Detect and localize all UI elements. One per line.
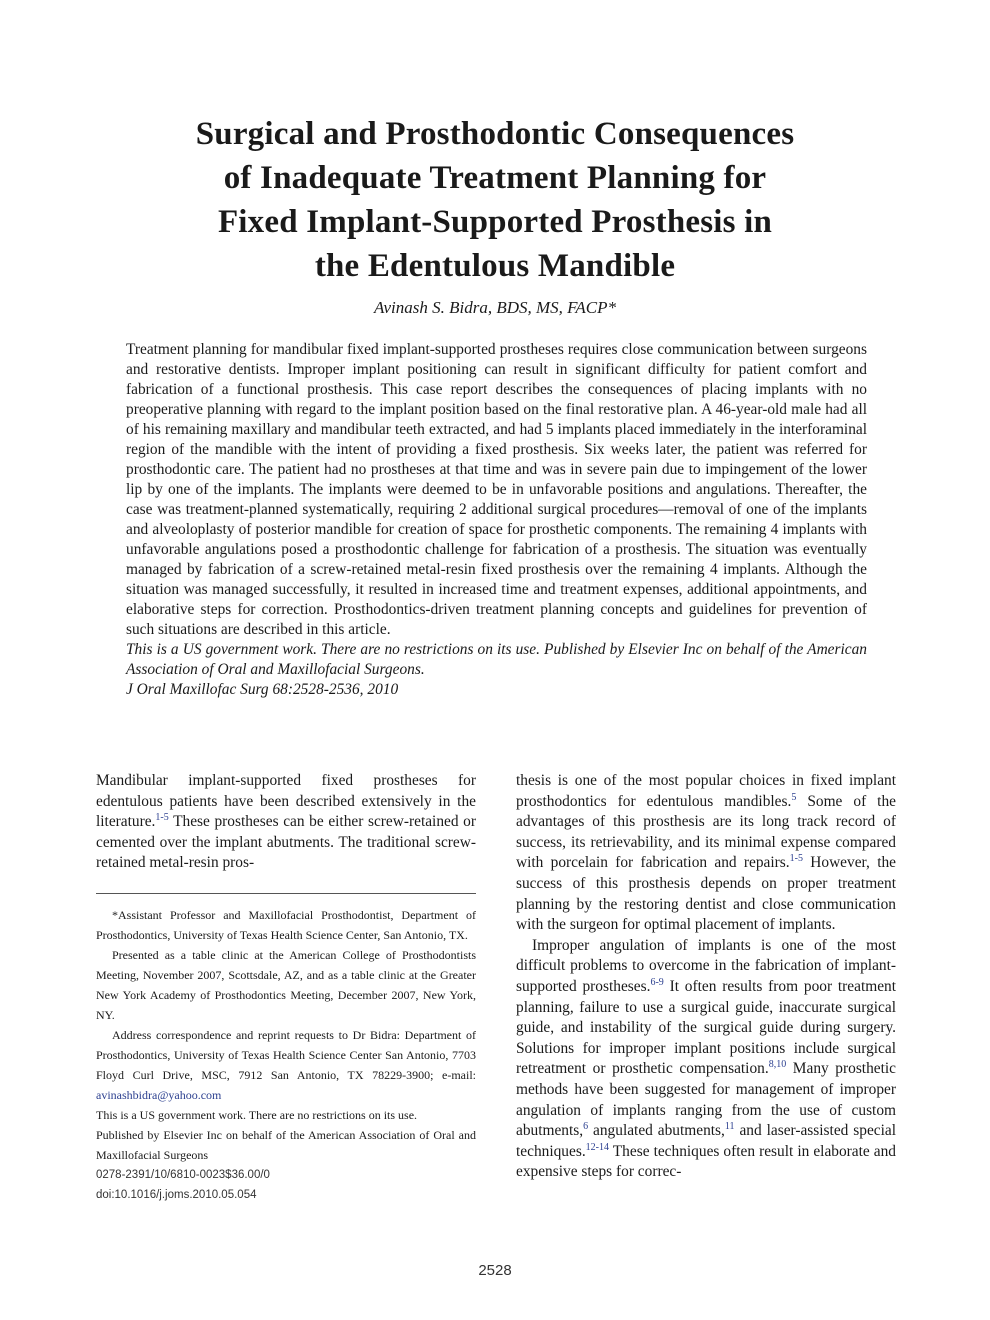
- reference-link[interactable]: 11: [724, 1121, 735, 1133]
- reference-link[interactable]: 1-5: [155, 812, 169, 824]
- text-span: and laser-assisted special techniques.: [516, 1122, 896, 1160]
- reference-link[interactable]: 5: [791, 791, 797, 803]
- footnote-gov-work: This is a US government work. There are no restrictions on its use.: [96, 1108, 418, 1122]
- text-span: Address correspondence and reprint requests to Dr Bidra: Department of Prosthodontics, University of Texas Health Science Center San Antonio, 7703 Floyd Curl Drive, MSC, 7912 San Antonio, TX 78229-3900; e-mail:: [96, 1028, 476, 1082]
- footnote-divider: [96, 893, 476, 894]
- reference-link[interactable]: 6: [583, 1121, 589, 1133]
- title-line: Fixed Implant-Supported Prosthesis in: [217, 204, 773, 240]
- reference-link[interactable]: 6-9: [650, 976, 664, 988]
- text-span: These techniques often result in elaborate and expensive steps for correc-: [516, 1142, 896, 1181]
- text-span: These prostheses can be either screw-retained or cemented over the implant abutments. The traditional screw-retained metal-resin pros-: [96, 813, 476, 872]
- footnote-presented: Presented as a table clinic at the American College of Prosthodontists Meeting, November 2007, Scottsdale, AZ, and as a table clinic at the Greater New York Academy of Prosthodontics Meeting, December 2007, New York, NY.: [96, 948, 476, 1022]
- body-paragraph: [516, 936, 896, 1183]
- abstract: [126, 340, 867, 700]
- article-title: [60, 112, 930, 288]
- reference-link[interactable]: 8,10: [768, 1059, 787, 1071]
- footnote-affiliation: *Assistant Professor and Maxillofacial Prosthodontist, Department of Prosthodontics, University of Texas Health Science Center, San Antonio, TX.: [96, 908, 476, 942]
- text-span: thesis is one of the most popular choices in fixed implant prosthodontics for edentulous mandibles.: [516, 772, 896, 810]
- footnote-address: [96, 1025, 476, 1105]
- author-line: Avinash S. Bidra, BDS, MS, FACP*: [374, 298, 616, 317]
- footnotes: [96, 905, 476, 1205]
- title-line: the Edentulous Mandible: [314, 248, 676, 284]
- body-paragraph: [516, 771, 896, 936]
- text-span: angulated abutments,: [588, 1122, 725, 1140]
- journal-citation: J Oral Maxillofac Surg 68:2528-2536, 2010: [126, 681, 399, 698]
- text-span: It often results from poor treatment planning, failure to use a surgical guide, inaccurate surgical guide, and instability of the surgical guide during surgery. Solutions for improper implant positions include surgical retreatment or prosthetic compensation.: [516, 977, 896, 1078]
- footnote-publisher: Published by Elsevier Inc on behalf of the American Association of Oral and Maxillofacial Surgeons: [96, 1128, 476, 1162]
- abstract-text: Treatment planning for mandibular fixed implant-supported prostheses requires close communication between surgeons and restorative dentists. Improper implant positioning can result in significant difficulty for patient comfort and fabrication of a functional prosthesis. This case report describes the consequences of placing implants with no preoperative planning with regard to the implant position based on the final restorative plan. A 46-year-old male had all of his remaining maxillary and mandibular teeth extracted, and had 5 implants placed immediately in the interforaminal region of the mandible with the intent of providing a fixed prosthesis. Six weeks later, the patient was referred for prosthodontic care. The patient had no prostheses at that time and was in severe pain due to impingement of the lower lip by one of the implants. The implants were deemed to be in unfavorable positions and angulations. Thereafter, the case was treatment-planned systematically, requiring 2 additional surgical procedures—removal of one of the implants and alveoloplasty of posterior mandible for creation of space for prosthetic components. The remaining 4 implants with unfavorable angulations posed a prosthodontic challenge for fabrication of a prosthesis. The situation was eventually managed by fabrication of a screw-retained metal-resin fixed prosthesis over the remaining 4 implants. Although the situation was managed successfully, it resulted in increased time and treatment expenses, additional appointments, and elaborative steps for correction. Prosthodontics-driven treatment planning concepts and guidelines for prevention of such situations are described in this article.: [126, 341, 867, 638]
- doi-link[interactable]: doi:10.1016/j.joms.2010.05.054: [96, 1189, 257, 1201]
- text-span: Many prosthetic methods have been suggested for management of improper angulation of implants ranging from the use of custom abutments,: [516, 1060, 896, 1140]
- issn-code: 0278-2391/10/6810-0023$36.00/0: [96, 1169, 270, 1181]
- page-number: 2528: [478, 1262, 512, 1279]
- copyright-note: This is a US government work. There are no restrictions on its use. Published by Elsevier Inc on behalf of the American Association of Oral and Maxillofacial Surgeons.: [126, 641, 867, 678]
- text-span: Improper angulation of implants is one of the most difficult problems to overcome in the fabrication of implant-supported prostheses.: [516, 936, 896, 995]
- left-column: [96, 771, 476, 874]
- reference-link[interactable]: 1-5: [789, 853, 803, 865]
- email-link[interactable]: avinashbidra@yahoo.com: [96, 1088, 222, 1102]
- title-line: Surgical and Prosthodontic Consequences: [195, 116, 795, 152]
- body-paragraph: [96, 771, 476, 874]
- text-span: Mandibular implant-supported fixed prostheses for edentulous patients have been described extensively in the literature.: [96, 772, 476, 831]
- text-span: However, the success of this prosthesis depends on proper treatment planning by the restoring dentist and close communication with the surgeon for optimal placement of implants.: [516, 854, 896, 934]
- text-span: Some of the advantages of this prosthesis are its long track record of success, its retrievability, and its minimal expense compared with porcelain for fabrication and repairs.: [516, 792, 896, 872]
- title-line: of Inadequate Treatment Planning for: [223, 160, 767, 196]
- right-column: [516, 771, 896, 1183]
- reference-link[interactable]: 12-14: [585, 1141, 610, 1153]
